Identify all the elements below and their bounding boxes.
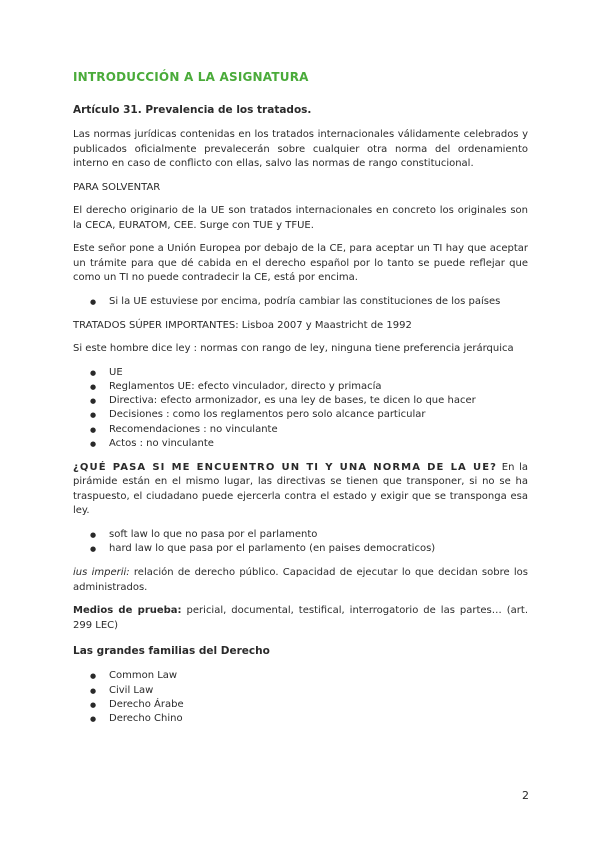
question-paragraph [73, 461, 528, 519]
list-item: ● UE [73, 366, 528, 380]
ue-list [73, 295, 528, 309]
tratados-paragraph: TRATADOS SÚPER IMPORTANTES: Lisboa 2007 y Maastricht de 1992 [73, 319, 412, 331]
list-item: ● Reglamentos UE: efecto vinculador, directo y primacía [73, 380, 528, 394]
list-item: ● Recomendaciones : no vinculante [73, 423, 528, 437]
ius-imperii-definition: relación de derecho público. Capacidad de ejecutar lo que decidan sobre los administrados. [73, 567, 528, 593]
list-item: ● Directiva: efecto armonizador, es una ley de bases, te dicen lo que hacer [73, 394, 528, 408]
list-item: ● Si la UE estuviese por encima, podría cambiar las constituciones de los países [73, 295, 528, 309]
senor-paragraph: Este señor pone a Unión Europea por debajo de la CE, para aceptar un TI hay que aceptar un trámite para que dé cabida en el derecho español por lo tanto se puede reflejar que como un TI no puede contradecir la CE, está por encima. [73, 243, 528, 283]
article-title: Artículo 31. Prevalencia de los tratados. [73, 104, 312, 116]
law-list [73, 528, 528, 556]
medios-paragraph [73, 604, 528, 633]
normas-list [73, 366, 528, 451]
question-rest-text: En la pirámide están en el mismo lugar, las directivas se tienen que transponer, si no se ha traspuesto, el ciudadano puede ejercerla contra el estado y exigir que se transponga esa ley. [73, 461, 529, 517]
article-paragraph: Las normas jurídicas contenidas en los tratados internacionales válidamente celebrados y publicados oficialmente prevalecerán sobre cualquier otra norma del ordenamiento interno en caso de conflicto con ellas, salvo las normas de rango constitucional. [73, 129, 528, 169]
ius-imperii-paragraph [73, 566, 528, 595]
list-item: ● hard law lo que pasa por el parlamento (en paises democraticos) [73, 542, 528, 556]
medios-definition: pericial, documental, testifical, interrogatorio de las partes… (art. 299 LEC) [73, 605, 528, 631]
list-item: ● Common Law [73, 669, 528, 683]
solventar-paragraph: PARA SOLVENTAR [73, 181, 161, 193]
familias-title: Las grandes familias del Derecho [73, 645, 270, 658]
list-item: ● Derecho Chino [73, 712, 528, 726]
list-item: ● Actos : no vinculante [73, 437, 528, 451]
medios-term: Medios de prueba: [73, 605, 182, 617]
question-bold-text: ¿QUÉ PASA SI ME ENCUENTRO UN TI Y UNA NORMA DE LA UE? [73, 461, 498, 473]
document-page [73, 70, 528, 736]
ius-imperii-term: ius imperii: [73, 567, 130, 579]
list-item: ● Derecho Árabe [73, 698, 528, 712]
derecho-originario-paragraph: El derecho originario de la UE son tratados internacionales en concreto los originales son la CECA, EURATOM, CEE. Surge con TUE y TFUE. [73, 205, 528, 231]
hombre-paragraph: Si este hombre dice ley : normas con rango de ley, ninguna tiene preferencia jerárquica [73, 343, 514, 355]
page-number: 2 [522, 789, 529, 802]
section-heading: INTRODUCCIÓN A LA ASIGNATURA [73, 70, 309, 84]
familias-list [73, 669, 528, 726]
list-item: ● Civil Law [73, 684, 528, 698]
list-item: ● soft law lo que no pasa por el parlamento [73, 528, 528, 542]
list-item: ● Decisiones : como los reglamentos pero solo alcance particular [73, 408, 528, 422]
